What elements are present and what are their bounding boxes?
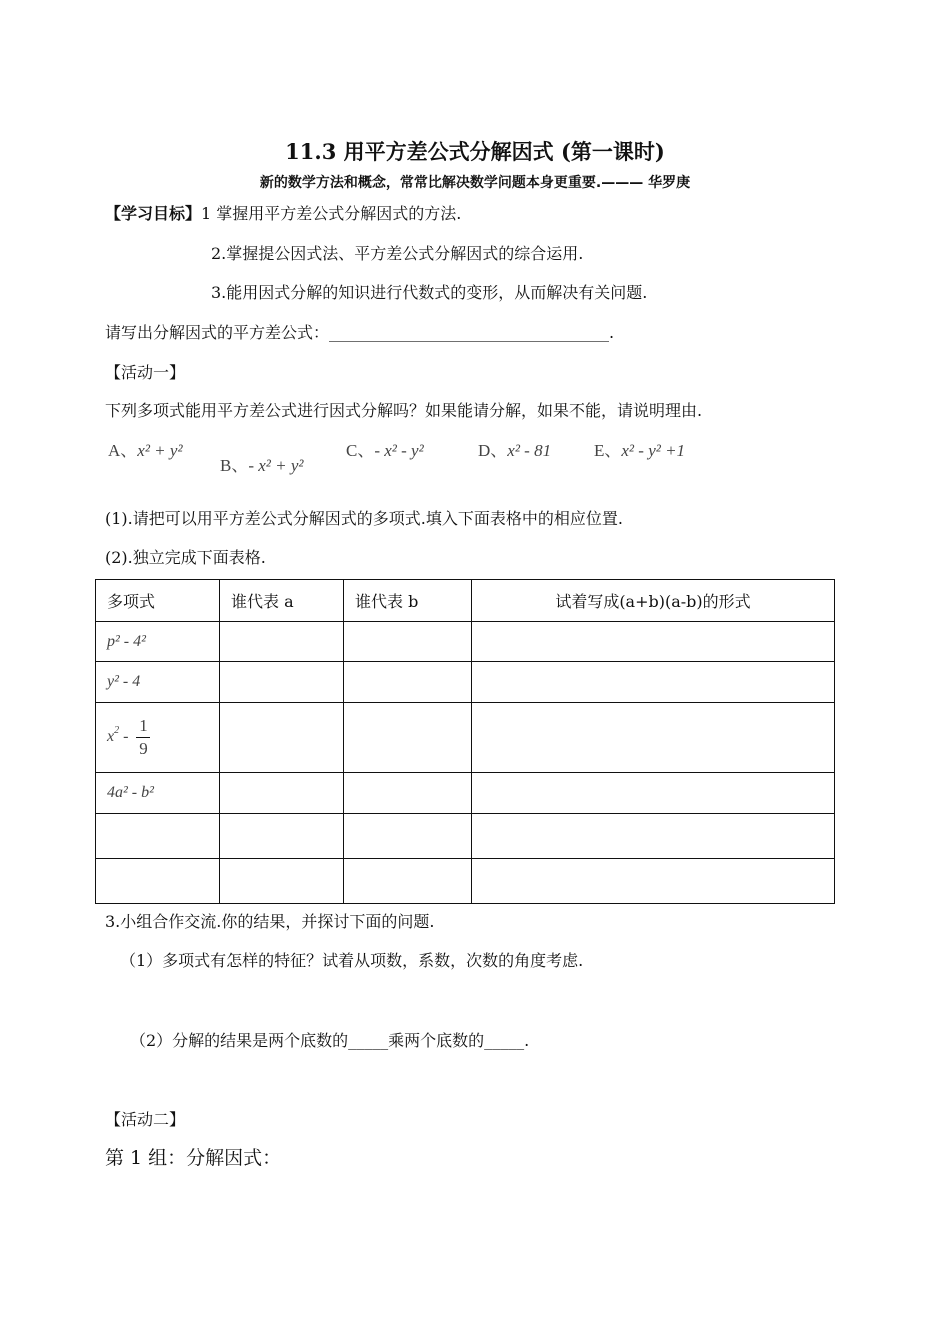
option-a-label: A、 (108, 441, 138, 460)
option-e-expr: x² - y² +1 (621, 441, 686, 460)
goals-label: 【学习目标】 (105, 204, 202, 223)
goal-item-3: 3.能用因式分解的知识进行代数式的变形，从而解决有关问题. (211, 283, 648, 302)
fraction-numerator: 1 (139, 716, 148, 735)
table-row (96, 703, 835, 773)
row4-polynomial (96, 773, 220, 814)
row5-polynomial-cell[interactable] (96, 814, 220, 859)
row1-b-cell[interactable] (344, 622, 472, 662)
title-main: 11.3 用平方差公式分解因式 (285, 139, 554, 164)
row4-b-cell[interactable] (344, 773, 472, 814)
option-c-expr: - x² - y² (374, 441, 424, 460)
header-polynomial: 多项式 (96, 580, 220, 622)
option-e (594, 436, 685, 461)
row3-form-cell[interactable] (472, 703, 835, 773)
row4-form-cell[interactable] (472, 773, 835, 814)
group-question-2: （2）分解的结果是两个底数的_____乘两个底数的_____. (130, 1031, 530, 1050)
formula-prompt: 请写出分解因式的平方差公式：___________________________________. (105, 323, 615, 342)
factor-table (95, 579, 835, 904)
option-a (108, 436, 183, 461)
fraction-one-ninth (136, 716, 150, 759)
table-row (96, 859, 835, 904)
activity1-header: 【活动一】 (105, 363, 186, 382)
row3-a-cell[interactable] (220, 703, 344, 773)
option-b-label: B、 (220, 456, 249, 475)
option-a-expr: x² + y² (137, 441, 183, 460)
table-row (96, 622, 835, 662)
header-b: 谁代表 b (344, 580, 472, 622)
table-row (96, 773, 835, 814)
activity1-task2: (2).独立完成下面表格. (105, 548, 266, 567)
row4-a-cell[interactable] (220, 773, 344, 814)
motto: 新的数学方法和概念，常常比解决数学问题本身更重要.——— 华罗庚 (259, 175, 691, 191)
group-question-1: （1）多项式有怎样的特征？试着从项数，系数，次数的角度考虑. (120, 951, 584, 970)
table-header-row (96, 580, 835, 622)
activity1-question: 下列多项式能用平方差公式进行因式分解吗？如果能请分解，如果不能，请说明理由. (105, 401, 703, 420)
table-row (96, 662, 835, 703)
table-row (96, 814, 835, 859)
fraction-bar (136, 737, 150, 738)
row6-form-cell[interactable] (472, 859, 835, 904)
row5-form-cell[interactable] (472, 814, 835, 859)
header-a: 谁代表 a (220, 580, 344, 622)
row1-form-cell[interactable] (472, 622, 835, 662)
row5-a-cell[interactable] (220, 814, 344, 859)
row1-a-cell[interactable] (220, 622, 344, 662)
header-form: 试着写成(a+b)(a-b)的形式 (472, 580, 835, 622)
option-c (346, 436, 424, 461)
row1-expr: p² - 4² (107, 632, 146, 650)
row2-polynomial (96, 662, 220, 703)
goal-item-2: 2.掌握提公因式法、平方差公式分解因式的综合运用. (211, 244, 584, 263)
row6-a-cell[interactable] (220, 859, 344, 904)
row3-b-cell[interactable] (344, 703, 472, 773)
activity2-header: 【活动二】 (105, 1110, 186, 1129)
title-tail: (第一课时) (553, 139, 665, 164)
row5-b-cell[interactable] (344, 814, 472, 859)
row1-polynomial (96, 622, 220, 662)
page-title (0, 136, 950, 166)
option-d-label: D、 (478, 441, 508, 460)
option-b-expr: - x² + y² (248, 456, 304, 475)
goals-line-1 (105, 201, 461, 224)
activity1-task1: (1).请把可以用平方差公式分解因式的多项式.填入下面表格中的相应位置. (105, 509, 623, 528)
option-d-expr: x² - 81 (507, 441, 552, 460)
row2-a-cell[interactable] (220, 662, 344, 703)
group-item-3: 3.小组合作交流.你的结果，并探讨下面的问题. (105, 912, 435, 931)
row2-form-cell[interactable] (472, 662, 835, 703)
row2-expr: y² - 4 (107, 673, 141, 690)
row4-expr: 4a² - b² (107, 784, 154, 801)
option-c-label: C、 (346, 441, 375, 460)
row2-b-cell[interactable] (344, 662, 472, 703)
option-d (478, 436, 551, 461)
row6-polynomial-cell[interactable] (96, 859, 220, 904)
fraction-denominator: 9 (139, 739, 148, 758)
row6-b-cell[interactable] (344, 859, 472, 904)
goal-item-1: 1 掌握用平方差公式分解因式的方法. (201, 204, 462, 223)
activity2-group1: 第 1 组：分解因式： (105, 1147, 282, 1169)
option-b (220, 451, 304, 476)
option-e-label: E、 (594, 441, 622, 460)
row3-polynomial: $x^2$ - $\frac{1}{9}$ (96, 703, 220, 773)
